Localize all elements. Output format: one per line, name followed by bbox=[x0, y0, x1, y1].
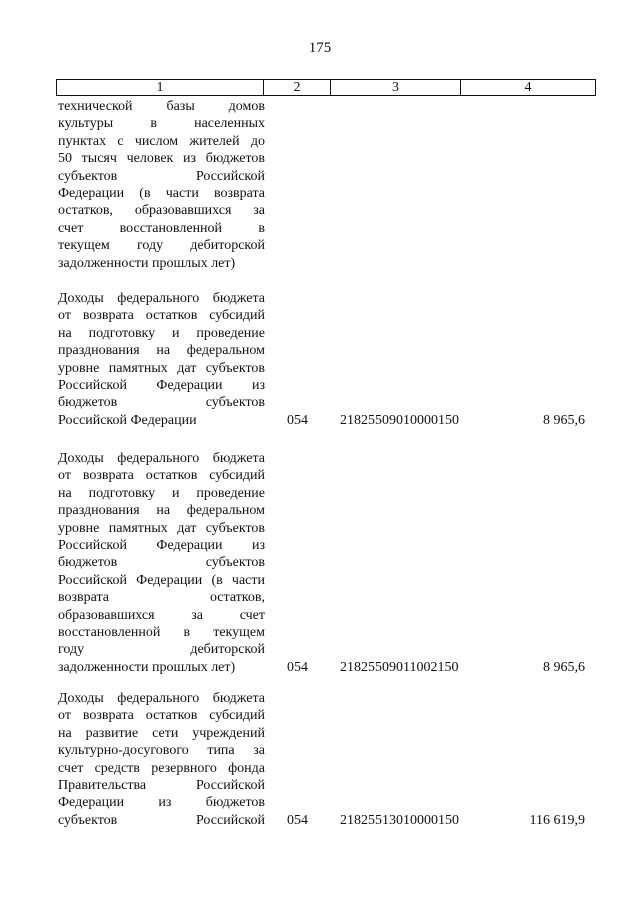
row-description bbox=[58, 98, 265, 272]
description-line: на развитие сети учреждений bbox=[58, 725, 265, 741]
budget-classification-code: 21825513010000150 bbox=[340, 812, 459, 828]
description-line: на подготовку и проведение bbox=[58, 485, 265, 501]
page-number: 175 bbox=[308, 40, 332, 56]
row-description bbox=[58, 290, 265, 429]
description-line: Правительства Российской bbox=[58, 777, 265, 793]
header-col-4: 4 bbox=[524, 79, 532, 95]
description-line: пунктах с числом жителей до bbox=[58, 133, 265, 149]
description-line: уровне памятных дат субъектов bbox=[58, 520, 265, 536]
admin-code: 054 bbox=[287, 412, 308, 428]
description-line: бюджетов субъектов bbox=[58, 555, 265, 571]
description-line: субъектов Российской bbox=[58, 812, 265, 828]
row-description bbox=[58, 690, 265, 829]
description-line: субъектов Российской bbox=[58, 168, 265, 184]
description-line: счет восстановленной в bbox=[58, 220, 265, 236]
description-line: году дебиторской bbox=[58, 642, 265, 658]
description-line: Доходы федерального бюджета bbox=[58, 691, 265, 706]
description-line: текущем году дебиторской bbox=[58, 238, 265, 254]
description-line: от возврата остатков субсидий bbox=[58, 468, 265, 484]
budget-classification-code: 21825509011002150 bbox=[340, 659, 459, 675]
description-line: Федерации из бюджетов bbox=[58, 795, 265, 811]
description-line: задолженности прошлых лет) bbox=[58, 255, 236, 271]
description-line: Российской Федерации bbox=[58, 412, 197, 428]
description-line: бюджетов субъектов bbox=[58, 395, 265, 411]
table-header bbox=[56, 79, 596, 96]
row-description bbox=[58, 450, 265, 676]
description-line: Доходы федерального бюджета bbox=[58, 451, 265, 466]
description-line: счет средств резервного фонда bbox=[58, 760, 265, 776]
description-line: Российской Федерации (в части bbox=[58, 572, 265, 588]
amount-value: 8 965,6 bbox=[543, 412, 585, 428]
admin-code: 054 bbox=[287, 659, 308, 675]
header-col-3: 3 bbox=[331, 80, 461, 95]
admin-code: 054 bbox=[287, 812, 308, 828]
description-line: возврата остатков, bbox=[58, 590, 265, 606]
description-line: Российской Федерации из bbox=[58, 377, 265, 393]
description-line: технической базы домов bbox=[58, 99, 265, 114]
description-line: культуры в населенных bbox=[58, 116, 265, 132]
description-line: культурно-досугового типа за bbox=[58, 743, 265, 759]
header-col-2: 2 bbox=[264, 80, 331, 95]
description-line: образовавшихся за счет bbox=[58, 607, 265, 623]
description-line: остатков, образовавшихся за bbox=[58, 203, 265, 219]
amount-value: 116 619,9 bbox=[529, 812, 585, 828]
description-line: празднования на федеральном bbox=[58, 343, 265, 359]
header-col-1: 1 bbox=[57, 80, 264, 95]
description-line: восстановленной в текущем bbox=[58, 624, 265, 640]
description-line: задолженности прошлых лет) bbox=[58, 659, 236, 675]
budget-classification-code: 21825509010000150 bbox=[340, 412, 459, 428]
description-line: Федерации (в части возврата bbox=[58, 185, 265, 201]
description-line: Доходы федерального бюджета bbox=[58, 291, 265, 306]
description-line: Российской Федерации из bbox=[58, 537, 265, 553]
description-line: на подготовку и проведение bbox=[58, 325, 265, 341]
description-line: уровне памятных дат субъектов bbox=[58, 360, 265, 376]
description-line: празднования на федеральном bbox=[58, 503, 265, 519]
description-line: от возврата остатков субсидий bbox=[58, 308, 265, 324]
amount-value: 8 965,6 bbox=[543, 659, 585, 675]
description-line: 50 тысяч человек из бюджетов bbox=[58, 151, 265, 167]
description-line: от возврата остатков субсидий bbox=[58, 708, 265, 724]
